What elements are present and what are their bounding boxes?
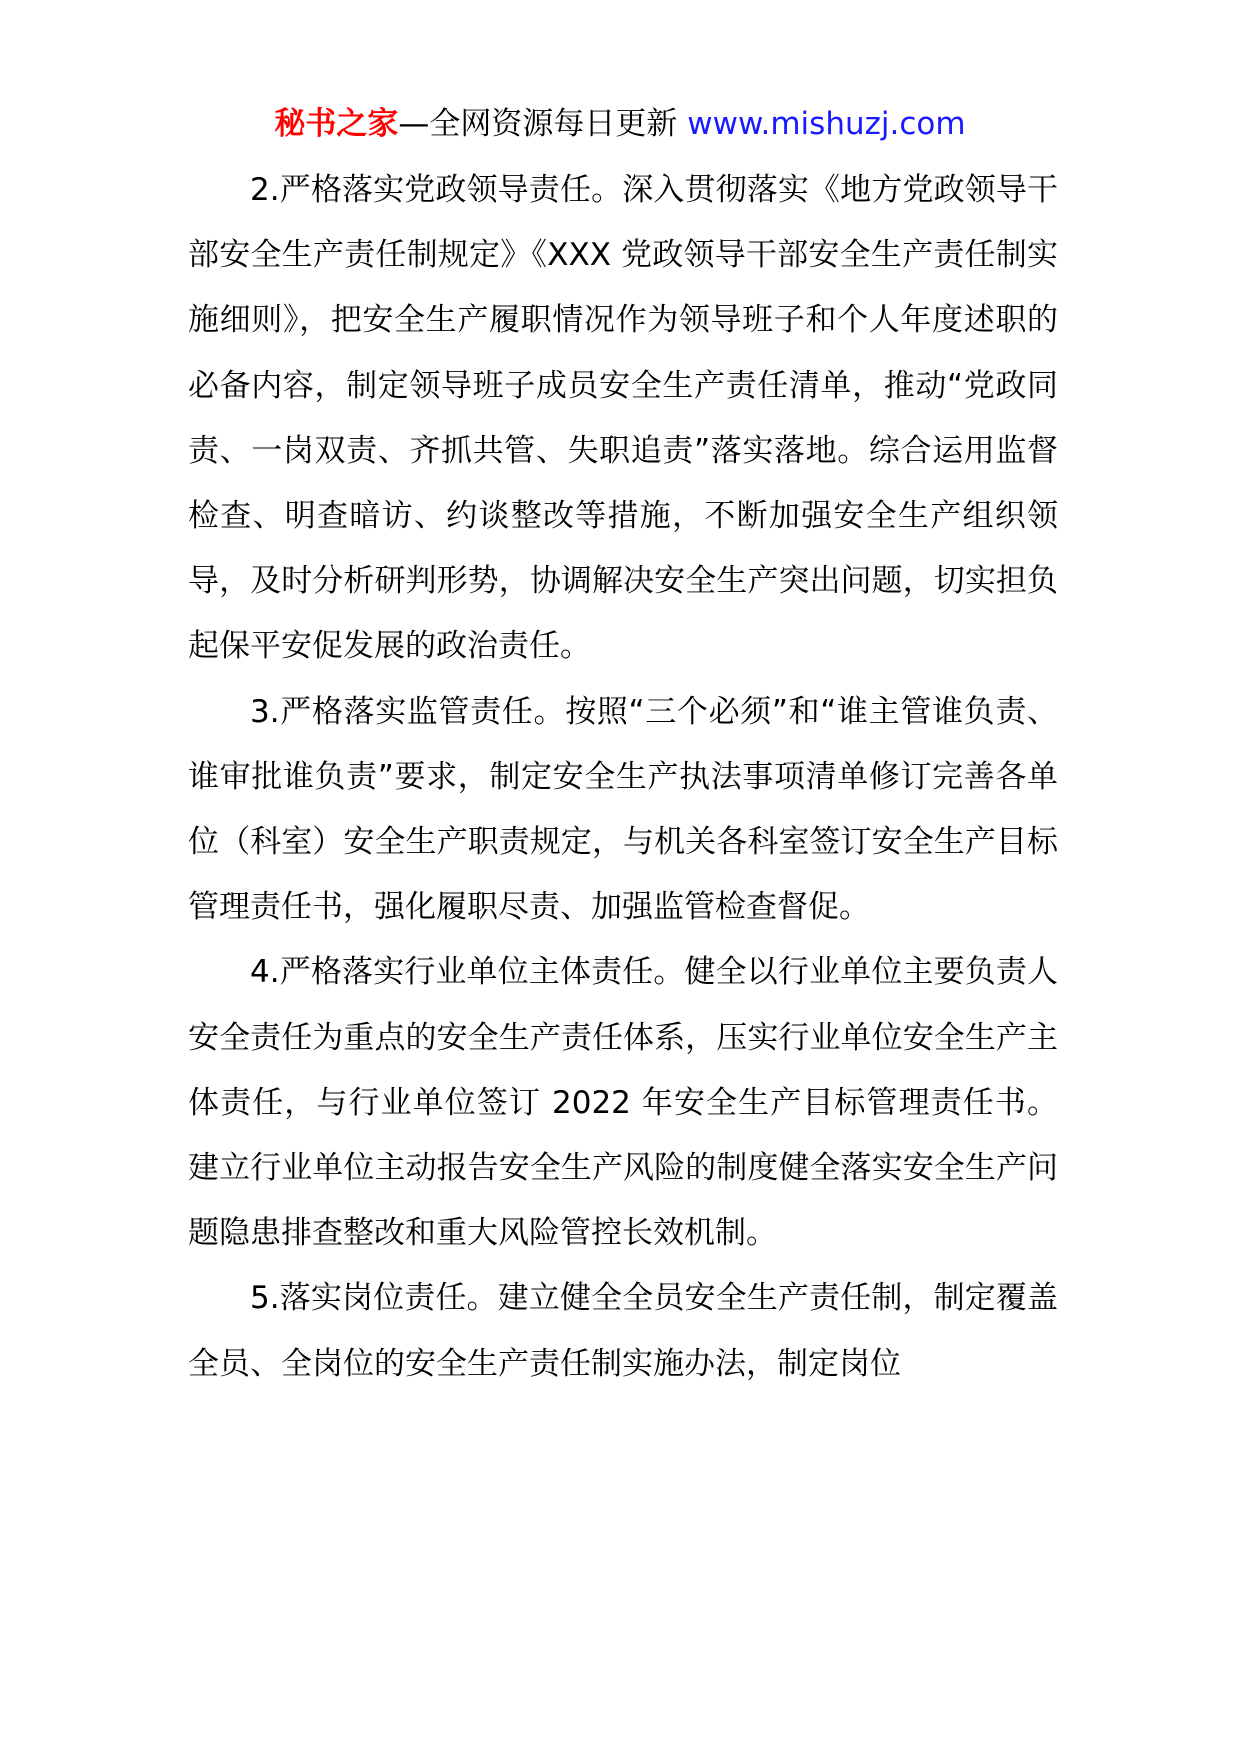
paragraph-industry-units: 4.严格落实行业单位主体责任。健全以行业单位主要负责人安全责任为重点的安全生产责任体系，压实行业单位安全生产主体责任，与行业单位签订 2022 年安全生产目标管理责任书。建立行业单位主动报告安全生产风险的制度健全落实安全生产问题隐患排查整改和重大风险管控长效机制。: [188, 954, 1058, 1252]
brand-name: 秘书之家: [274, 106, 399, 142]
paragraph-supervision: 3.严格落实监管责任。按照“三个必须”和“谁主管谁负责、谁审批谁负责”要求，制定安全生产执法事项清单修订完善各单位（科室）安全生产职责规定，与机关各科室签订安全生产目标管理责任书，强化履职尽责、加强监管检查督促。: [188, 693, 1058, 926]
paragraph-party-leadership: 2.严格落实党政领导责任。深入贯彻落实《地方党政领导干部安全生产责任制规定》《XXX 党政领导干部安全生产责任制实施细则》，把安全生产履职情况作为领导班子和个人年度述职的必备内容，制定领导班子成员安全生产责任清单，推动“党政同责、一岗双责、齐抓共管、失职追责”落实落地。综合运用监督检查、明查暗访、约谈整改等措施，不断加强安全生产组织领导，及时分析研判形势，协调解决安全生产突出问题，切实担负起保平安促发展的政治责任。: [188, 172, 1058, 665]
watermark-header: [0, 100, 1240, 148]
header-url: www.mishuzj.com: [687, 106, 966, 142]
paragraph-post-responsibility: 5.落实岗位责任。建立健全全员安全生产责任制，制定覆盖全员、全岗位的安全生产责任制实施办法，制定岗位: [188, 1280, 1058, 1382]
document-body: [188, 158, 1058, 1397]
header-tagline: —全网资源每日更新: [398, 106, 678, 142]
